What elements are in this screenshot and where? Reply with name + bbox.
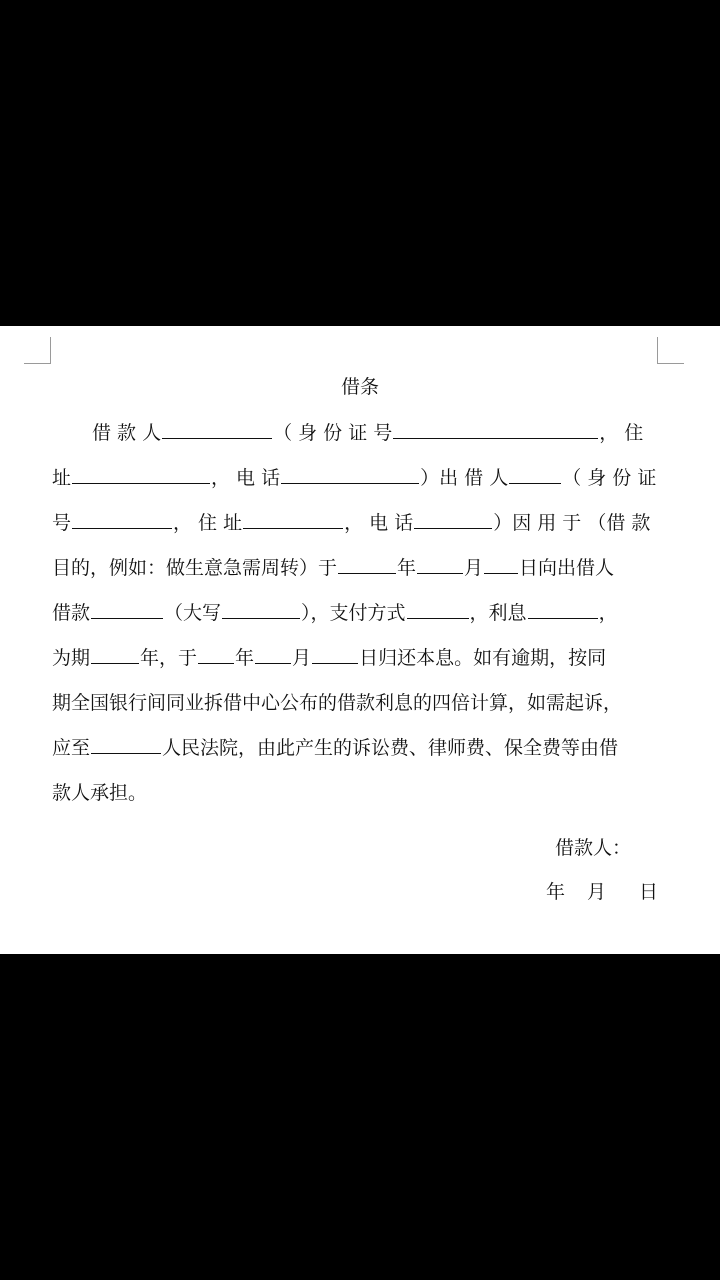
text-segment: 址 [52, 467, 72, 489]
text-segment: 日归还本息。如有逾期，按同 [359, 647, 607, 669]
blank-loan-year [338, 553, 396, 574]
signature-day: 日 [639, 881, 659, 903]
blank-payment-method [407, 598, 469, 619]
body-line-7 [52, 688, 662, 718]
text-segment: 人民法院，由此产生的诉讼费、律师费、保全费等由借 [162, 737, 619, 759]
text-segment: （大写 [164, 602, 222, 624]
text-segment: 日向出借人 [519, 557, 615, 579]
text-segment: 款人承担。 [52, 782, 148, 804]
blank-lender-id [72, 508, 172, 529]
text-segment: 年 [397, 557, 417, 579]
document-title: 借条 [340, 376, 379, 398]
text-segment: 目的，例如：做生意急需周转）于 [52, 557, 338, 579]
page-corner-mark-top-right [657, 337, 684, 364]
borrower-signature-label: 借款人： [555, 837, 632, 859]
blank-court [91, 733, 161, 754]
blank-repay-day [312, 643, 358, 664]
body-line-3 [52, 508, 662, 538]
text-segment: 年 [235, 647, 255, 669]
blank-borrower-name [162, 418, 272, 439]
signature-month: 月 [587, 881, 607, 903]
text-segment: 应至 [52, 737, 91, 759]
blank-interest [528, 598, 598, 619]
text-segment: ）出 借 人 [420, 467, 509, 489]
signature-year: 年 [546, 881, 566, 903]
text-segment: ， 电 话 [211, 467, 281, 489]
text-segment: 借 款 人 [92, 422, 162, 444]
text-segment: 月 [464, 557, 484, 579]
blank-loan-day [484, 553, 518, 574]
blank-loan-month [417, 553, 463, 574]
text-segment: 为期 [52, 647, 91, 669]
text-segment: ，利息 [469, 602, 527, 624]
text-segment: ， 住 [599, 422, 644, 444]
text-segment: ， [598, 602, 618, 624]
blank-borrower-phone [281, 463, 419, 484]
body-line-5 [52, 598, 662, 628]
body-line-8 [52, 733, 662, 763]
blank-lender-name [509, 463, 561, 484]
blank-amount-in-words [222, 598, 300, 619]
body-line-9 [52, 778, 662, 808]
body-line-6 [52, 643, 662, 673]
text-segment: ， 电 话 [344, 512, 414, 534]
blank-borrower-address [72, 463, 210, 484]
blank-lender-phone [414, 508, 492, 529]
blank-repay-month [255, 643, 291, 664]
body-line-2 [52, 463, 662, 493]
text-segment: ），支付方式 [301, 602, 406, 624]
text-segment: 号 [52, 512, 72, 534]
page-corner-mark-top-left [24, 337, 51, 364]
text-segment: 月 [292, 647, 312, 669]
text-segment: ）因 用 于 （借 款 [493, 512, 651, 534]
text-segment: 期全国银行间同业拆借中心公布的借款利息的四倍计算，如需起诉， [52, 692, 623, 714]
blank-loan-term [91, 643, 139, 664]
blank-lender-address [243, 508, 343, 529]
text-segment: 年，于 [140, 647, 198, 669]
text-segment: ， 住 址 [173, 512, 243, 534]
document-page [0, 326, 720, 954]
blank-borrower-id [393, 418, 598, 439]
text-segment: 借款 [52, 602, 91, 624]
blank-loan-amount [91, 598, 163, 619]
body-line-4 [52, 553, 662, 583]
text-segment: （ 身 份 证 号 [273, 422, 393, 444]
body-line-1 [52, 418, 662, 448]
text-segment: （ 身 份 证 [562, 467, 657, 489]
blank-repay-year [198, 643, 234, 664]
